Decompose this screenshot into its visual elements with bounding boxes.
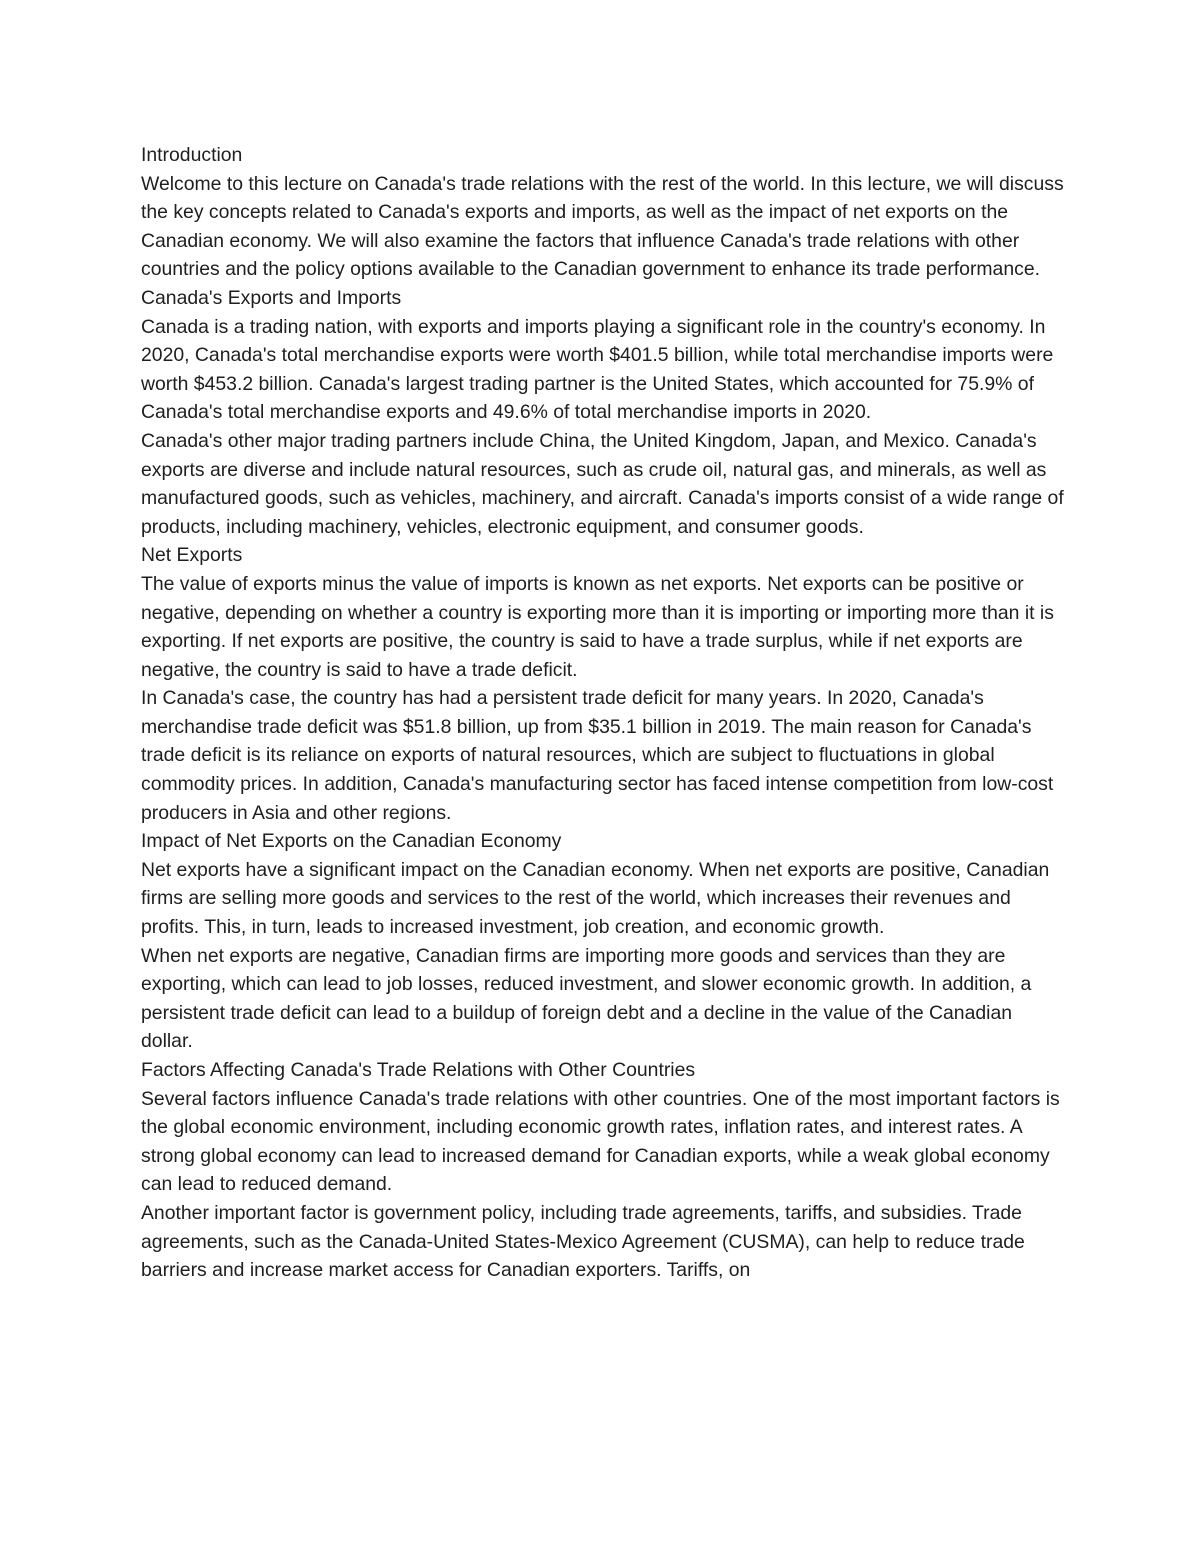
section-heading-introduction: Introduction — [141, 144, 243, 166]
paragraph-global-factors: Several factors influence Canada's trade relations with other countries. One of the most important factors is the global economic environment, including economic growth rates, inflation rates, and interest rates. A strong global economy can lead to increased demand for Canadian exports, while a weak global economy can lead to reduced demand. — [141, 1087, 1060, 1196]
section-heading-impact: Impact of Net Exports on the Canadian Economy — [141, 830, 562, 853]
paragraph-government-policy: Another important factor is government policy, including trade agreements, tariffs, and subsidies. Trade agreements, such as the Canada-United States-Mexico Agreement (CUSMA), can help to reduce trade barriers and increase market access for Canadian exporters. Tariffs, on — [141, 1201, 1025, 1282]
paragraph-introduction: Welcome to this lecture on Canada's trade relations with the rest of the world. In this lecture, we will discuss the key concepts related to Canada's exports and imports, as well as the impact of net exports on the Canadian economy. We will also examine the factors that influence Canada's trade relations with other countries and the policy options available to the Canadian government to enhance its trade performance. — [141, 172, 1064, 281]
paragraph-net-exports-definition: The value of exports minus the value of imports is known as net exports. Net exports can be positive or negative, depending on whether a country is exporting more than it is importing or importing more than it is exporting. If net exports are positive, the country is said to have a trade surplus, while if net exports are negative, the country is said to have a trade deficit. — [141, 572, 1054, 681]
paragraph-trading-partners: Canada's other major trading partners include China, the United Kingdom, Japan, and Mexico. Canada's exports are diverse and include natural resources, such as crude oil, natural gas, and minerals, as well as manufactured goods, such as vehicles, machinery, and aircraft. Canada's imports consist of a wide range of products, including machinery, vehicles, electronic equipment, and consumer goods. — [141, 429, 1064, 538]
paragraph-trading-nation: Canada is a trading nation, with exports and imports playing a significant role in the country's economy. In 2020, Canada's total merchandise exports were worth $401.5 billion, while total merchandise imports were worth $453.2 billion. Canada's largest trading partner is the United States, which accounted for 75.9% of Canada's total merchandise exports and 49.6% of total merchandise imports in 2020. — [141, 315, 1054, 424]
paragraph-trade-deficit: In Canada's case, the country has had a persistent trade deficit for many years. In 2020, Canada's merchandise trade deficit was $51.8 billion, up from $35.1 billion in 2019. The main reason for Canada's trade deficit is its reliance on exports of natural resources, which are subject to fluctuations in global commodity prices. In addition, Canada's manufacturing sector has faced intense competition from low-cost producers in Asia and other regions. — [141, 687, 1054, 824]
paragraph-negative-impact: When net exports are negative, Canadian firms are importing more goods and services than they are exporting, which can lead to job losses, reduced investment, and slower economic growth. In addition, a persistent trade deficit can lead to a buildup of foreign debt and a decline in the value of the Canadian dollar. — [141, 944, 1032, 1053]
section-heading-factors: Factors Affecting Canada's Trade Relations with Other Countries — [141, 1059, 696, 1081]
document-page — [141, 141, 1066, 1285]
paragraph-positive-impact: Net exports have a significant impact on the Canadian economy. When net exports are positive, Canadian firms are selling more goods and services to the rest of the world, which increases their revenues and profits. This, in turn, leads to increased investment, job creation, and economic growth. — [141, 858, 1050, 939]
section-heading-exports-imports: Canada's Exports and Imports — [141, 286, 402, 309]
section-heading-net-exports: Net Exports — [141, 544, 243, 567]
